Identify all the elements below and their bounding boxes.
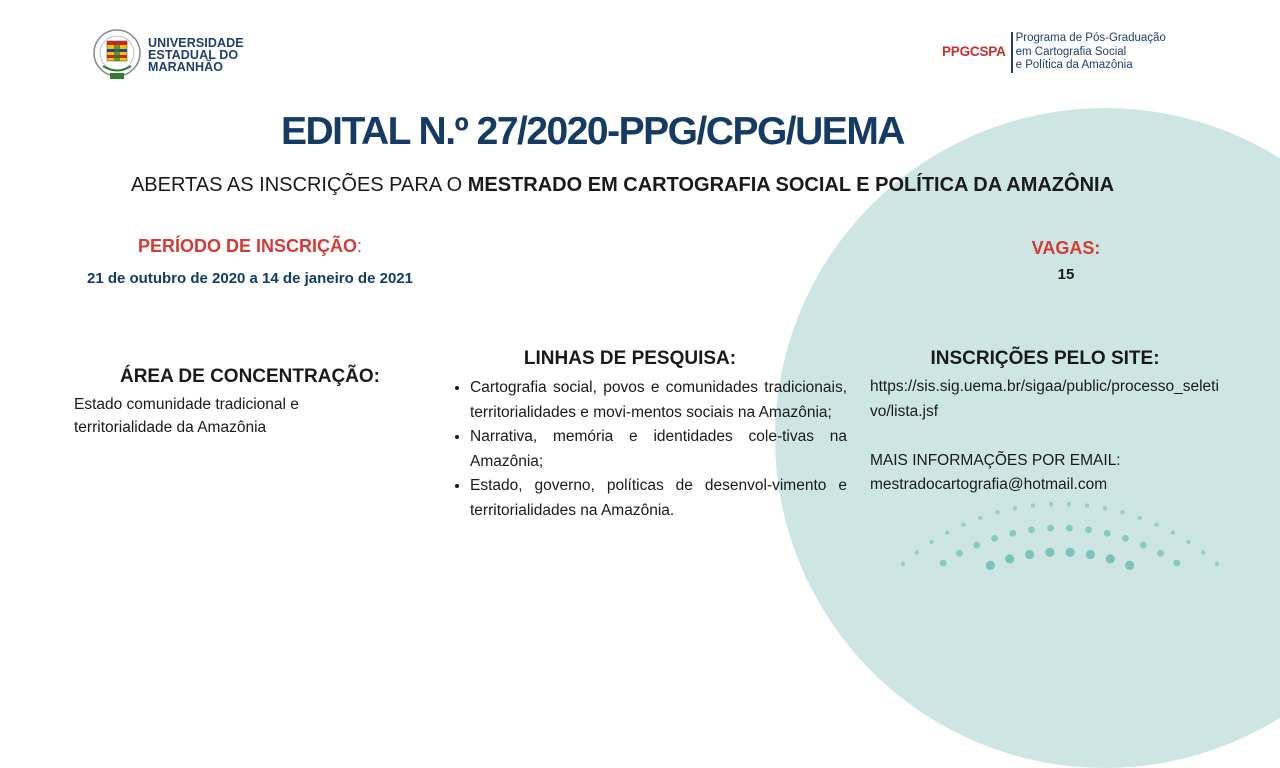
- decorative-dot: [1009, 530, 1016, 537]
- enrollment-period-label: [60, 236, 440, 257]
- decorative-dot: [1106, 554, 1115, 563]
- decorative-dot: [991, 535, 998, 542]
- decorative-dot: [945, 531, 949, 535]
- decorative-dot: [1085, 527, 1092, 534]
- decorative-dot: [1031, 503, 1035, 507]
- subtitle-course: MESTRADO EM CARTOGRAFIA SOCIAL E POLÍTICA DA AMAZÔNIA: [467, 174, 1115, 196]
- decorative-dot: [1120, 510, 1124, 514]
- decorative-dot: [1157, 550, 1164, 557]
- decorative-dot: [1154, 522, 1158, 526]
- registration-site-heading: INSCRIÇÕES PELO SITE:: [930, 348, 1160, 369]
- decorative-dot: [986, 561, 995, 570]
- research-line-item: • Cartografia social, povos e comunidades tradicionais, territorialidades e movi-mentos sociais na Amazônia;: [470, 376, 847, 425]
- university-name: [148, 37, 244, 73]
- decorative-circle: [775, 108, 1280, 768]
- decorative-dot: [1013, 506, 1017, 510]
- decorative-dot: [995, 510, 999, 514]
- decorative-dot: [1140, 542, 1147, 549]
- research-lines-list: [448, 376, 847, 523]
- decorative-dot: [1125, 561, 1134, 570]
- decorative-dot: [1066, 525, 1073, 532]
- decorative-dot: [1215, 562, 1219, 566]
- decorative-dot: [1186, 540, 1190, 544]
- decorative-dot: [1201, 550, 1205, 554]
- decorative-dot: [940, 560, 947, 567]
- decorative-dot: [1066, 548, 1075, 557]
- decorative-dot: [1103, 506, 1107, 510]
- decorative-dot: [1049, 502, 1053, 506]
- vacancies-value: 15: [1057, 266, 1075, 283]
- enrollment-period-value: 21 de outubro de 2020 a 14 de janeiro de 2021: [87, 270, 413, 287]
- ppgcspa-logo: [942, 32, 1166, 73]
- program-name-line: Programa de Pós-Graduação: [1015, 32, 1166, 44]
- decorative-dot: [1028, 527, 1035, 534]
- decorative-dot: [973, 542, 980, 549]
- decorative-dot: [961, 522, 965, 526]
- decorative-dot: [1047, 525, 1054, 532]
- program-name-line: e Política da Amazônia: [1015, 59, 1133, 71]
- enrollment-period-label-text: PERÍODO DE INSCRIÇÃO: [137, 236, 357, 256]
- decorative-dot: [1085, 503, 1089, 507]
- university-name-line: MARANHÃO: [148, 60, 224, 74]
- decorative-dot: [1171, 531, 1175, 535]
- research-line-item: • Narrativa, memória e identidades cole-tivas na Amazônia;: [470, 425, 847, 474]
- page-title: EDITAL N.º 27/2020-PPG/CPG/UEMA: [281, 110, 904, 153]
- uema-logo: [92, 28, 244, 82]
- decorative-dot: [1086, 550, 1095, 559]
- decorative-dot: [1067, 502, 1071, 506]
- decorative-dot: [1025, 550, 1034, 559]
- university-name-line: UNIVERSIDADE: [148, 36, 244, 50]
- page-subtitle: [0, 174, 1245, 197]
- program-name-line: em Cartografia Social: [1015, 45, 1127, 58]
- university-seal-icon: [92, 28, 142, 82]
- decorative-dot: [930, 540, 934, 544]
- contact-email[interactable]: mestradocartografia@hotmail.com: [870, 476, 1108, 493]
- university-name-line: ESTADUAL DO: [148, 48, 239, 62]
- email-info-label: MAIS INFORMAÇÕES POR EMAIL:: [870, 452, 1121, 469]
- decorative-dot: [1173, 560, 1180, 567]
- decorative-dot: [1005, 554, 1014, 563]
- subtitle-prefix: ABERTAS AS INSCRIÇÕES PARA O: [130, 174, 463, 196]
- enrollment-period-colon: :: [357, 236, 363, 256]
- research-line-item: • Estado, governo, políticas de desenvol-vimento e territorialidades na Amazônia.: [470, 474, 847, 523]
- registration-site-link[interactable]: https://sis.sig.uema.br/sigaa/public/processo_seletivo/lista.jsf: [870, 378, 1219, 420]
- decorative-dot: [1122, 535, 1129, 542]
- decorative-dot: [1045, 548, 1054, 557]
- decorative-dot: [978, 516, 982, 520]
- concentration-area-text: Estado comunidade tradicional e territorialidade da Amazônia: [74, 396, 299, 436]
- program-name: [1011, 32, 1166, 73]
- research-lines-heading: LINHAS DE PESQUISA:: [523, 348, 737, 369]
- decorative-dot: [915, 550, 919, 554]
- ppgcspa-acronym: PPGCSPA: [942, 44, 1006, 59]
- vacancies-label: VAGAS:: [1031, 238, 1101, 258]
- concentration-area-heading: ÁREA DE CONCENTRAÇÃO:: [119, 366, 381, 387]
- decorative-dot: [1138, 516, 1142, 520]
- decorative-dot: [1104, 530, 1111, 537]
- decorative-dot: [956, 550, 963, 557]
- decorative-dot: [901, 562, 905, 566]
